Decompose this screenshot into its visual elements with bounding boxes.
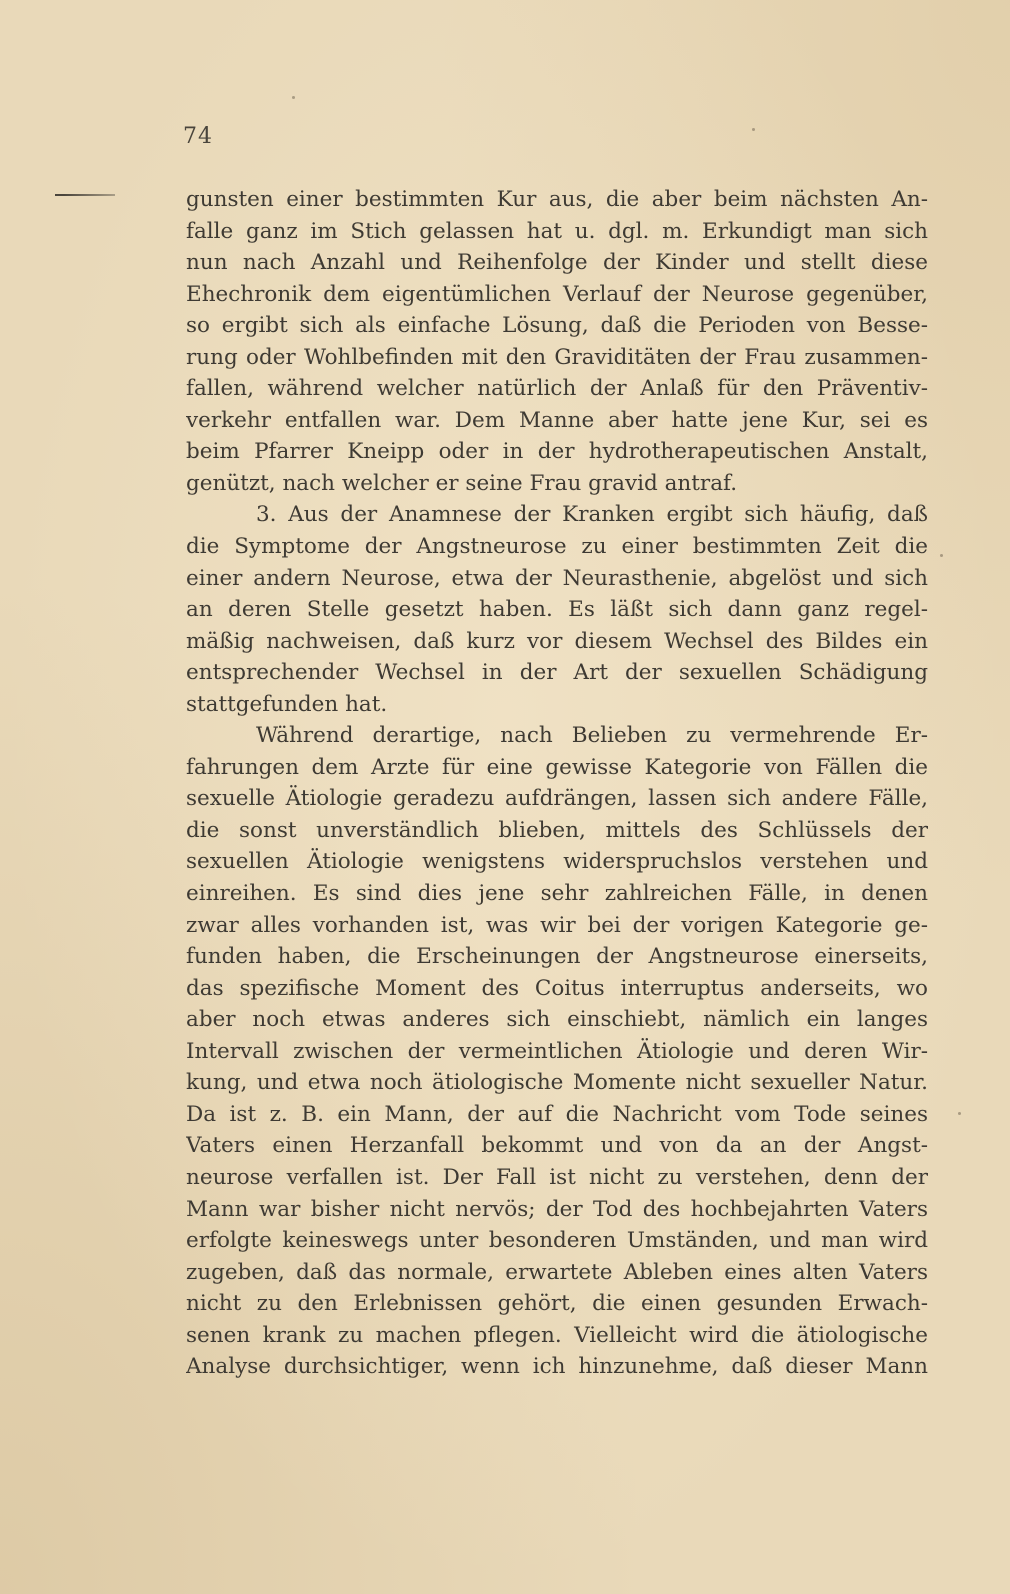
text-line: kung, und etwa noch ätiologische Momente nicht sexueller Natur. [186, 1070, 928, 1096]
text-line: stattgefunden hat. [186, 691, 388, 717]
margin-mark [55, 194, 115, 196]
paper-speck [292, 96, 295, 99]
text-line: fahrungen dem Arzte für eine gewisse Kategorie von Fällen die [186, 754, 928, 780]
text-line: die sonst unverständlich blieben, mittels des Schlüssels der [186, 817, 928, 843]
text-line: Da ist z. B. ein Mann, der auf die Nachricht vom Tode seines [186, 1101, 928, 1127]
text-line: aber noch etwas anderes sich einschiebt, nämlich ein langes [186, 1007, 928, 1033]
text-line: senen krank zu machen pflegen. Vielleicht wird die ätiologische [186, 1322, 928, 1348]
text-line: so ergibt sich als einfache Lösung, daß die Perioden von Besse- [186, 313, 928, 339]
text-line: einreihen. Es sind dies jene sehr zahlreichen Fälle, in denen [186, 881, 928, 907]
page-number: 74 [183, 124, 213, 149]
text-line: sexuelle Ätiologie geradezu aufdrängen, lassen sich andere Fälle, [186, 786, 928, 812]
text-line: entsprechender Wechsel in der Art der sexuellen Schädigung [186, 660, 928, 686]
text-line: Ehechronik dem eigentümlichen Verlauf der Neurose gegenüber, [186, 281, 928, 307]
text-line: verkehr entfallen war. Dem Manne aber hatte jene Kur, sei es [186, 407, 928, 433]
text-line: zugeben, daß das normale, erwartete Ableben eines alten Vaters [186, 1259, 928, 1285]
text-line: falle ganz im Stich gelassen hat u. dgl. m. Erkundigt man sich [186, 218, 928, 244]
text-line: Intervall zwischen der vermeintlichen Ätiologie und deren Wir- [186, 1038, 928, 1064]
text-line: mäßig nachweisen, daß kurz vor diesem Wechsel des Bildes ein [186, 628, 928, 654]
text-line: fallen, während welcher natürlich der Anlaß für den Präventiv- [186, 376, 928, 402]
text-line: 3. Aus der Anamnese der Kranken ergibt sich häufig, daß [256, 502, 928, 528]
text-line: beim Pfarrer Kneipp oder in der hydrotherapeutischen Anstalt, [186, 439, 928, 465]
text-line: an deren Stelle gesetzt haben. Es läßt sich dann ganz regel- [186, 597, 928, 623]
text-line: sexuellen Ätiologie wenigstens widerspruchslos verstehen und [186, 849, 928, 875]
text-line: Vaters einen Herzanfall bekommt und von da an der Angst- [186, 1133, 928, 1159]
paper-speck [752, 128, 755, 131]
text-line: Während derartige, nach Belieben zu vermehrende Er- [256, 723, 928, 749]
text-line: Analyse durchsichtiger, wenn ich hinzunehme, daß dieser Mann [186, 1354, 928, 1380]
text-line: gunsten einer bestimmten Kur aus, die aber beim nächsten An- [186, 187, 928, 212]
text-line: neurose verfallen ist. Der Fall ist nicht zu verstehen, denn der [186, 1164, 928, 1190]
text-line: erfolgte keineswegs unter besonderen Umständen, und man wird [186, 1228, 928, 1254]
text-line: nicht zu den Erlebnissen gehört, die einen gesunden Erwach- [186, 1291, 928, 1317]
text-line: genützt, nach welcher er seine Frau gravid antraf. [186, 470, 738, 496]
paper-speck [940, 554, 943, 557]
text-line: rung oder Wohlbefinden mit den Graviditäten der Frau zusammen- [186, 344, 928, 370]
text-line: Mann war bisher nicht nervös; der Tod des hochbejahrten Vaters [186, 1196, 928, 1222]
paper-speck [958, 1112, 961, 1115]
text-line: zwar alles vorhanden ist, was wir bei der vorigen Kategorie ge- [186, 912, 928, 938]
body-text [186, 184, 928, 1383]
text-line: funden haben, die Erscheinungen der Angstneurose einerseits, [186, 944, 928, 970]
text-line: das spezifische Moment des Coitus interruptus anderseits, wo [186, 975, 928, 1001]
text-line: einer andern Neurose, etwa der Neurasthenie, abgelöst und sich [186, 565, 928, 591]
text-line: die Symptome der Angstneurose zu einer bestimmten Zeit die [186, 534, 928, 560]
text-line: nun nach Anzahl und Reihenfolge der Kinder und stellt diese [186, 250, 928, 276]
